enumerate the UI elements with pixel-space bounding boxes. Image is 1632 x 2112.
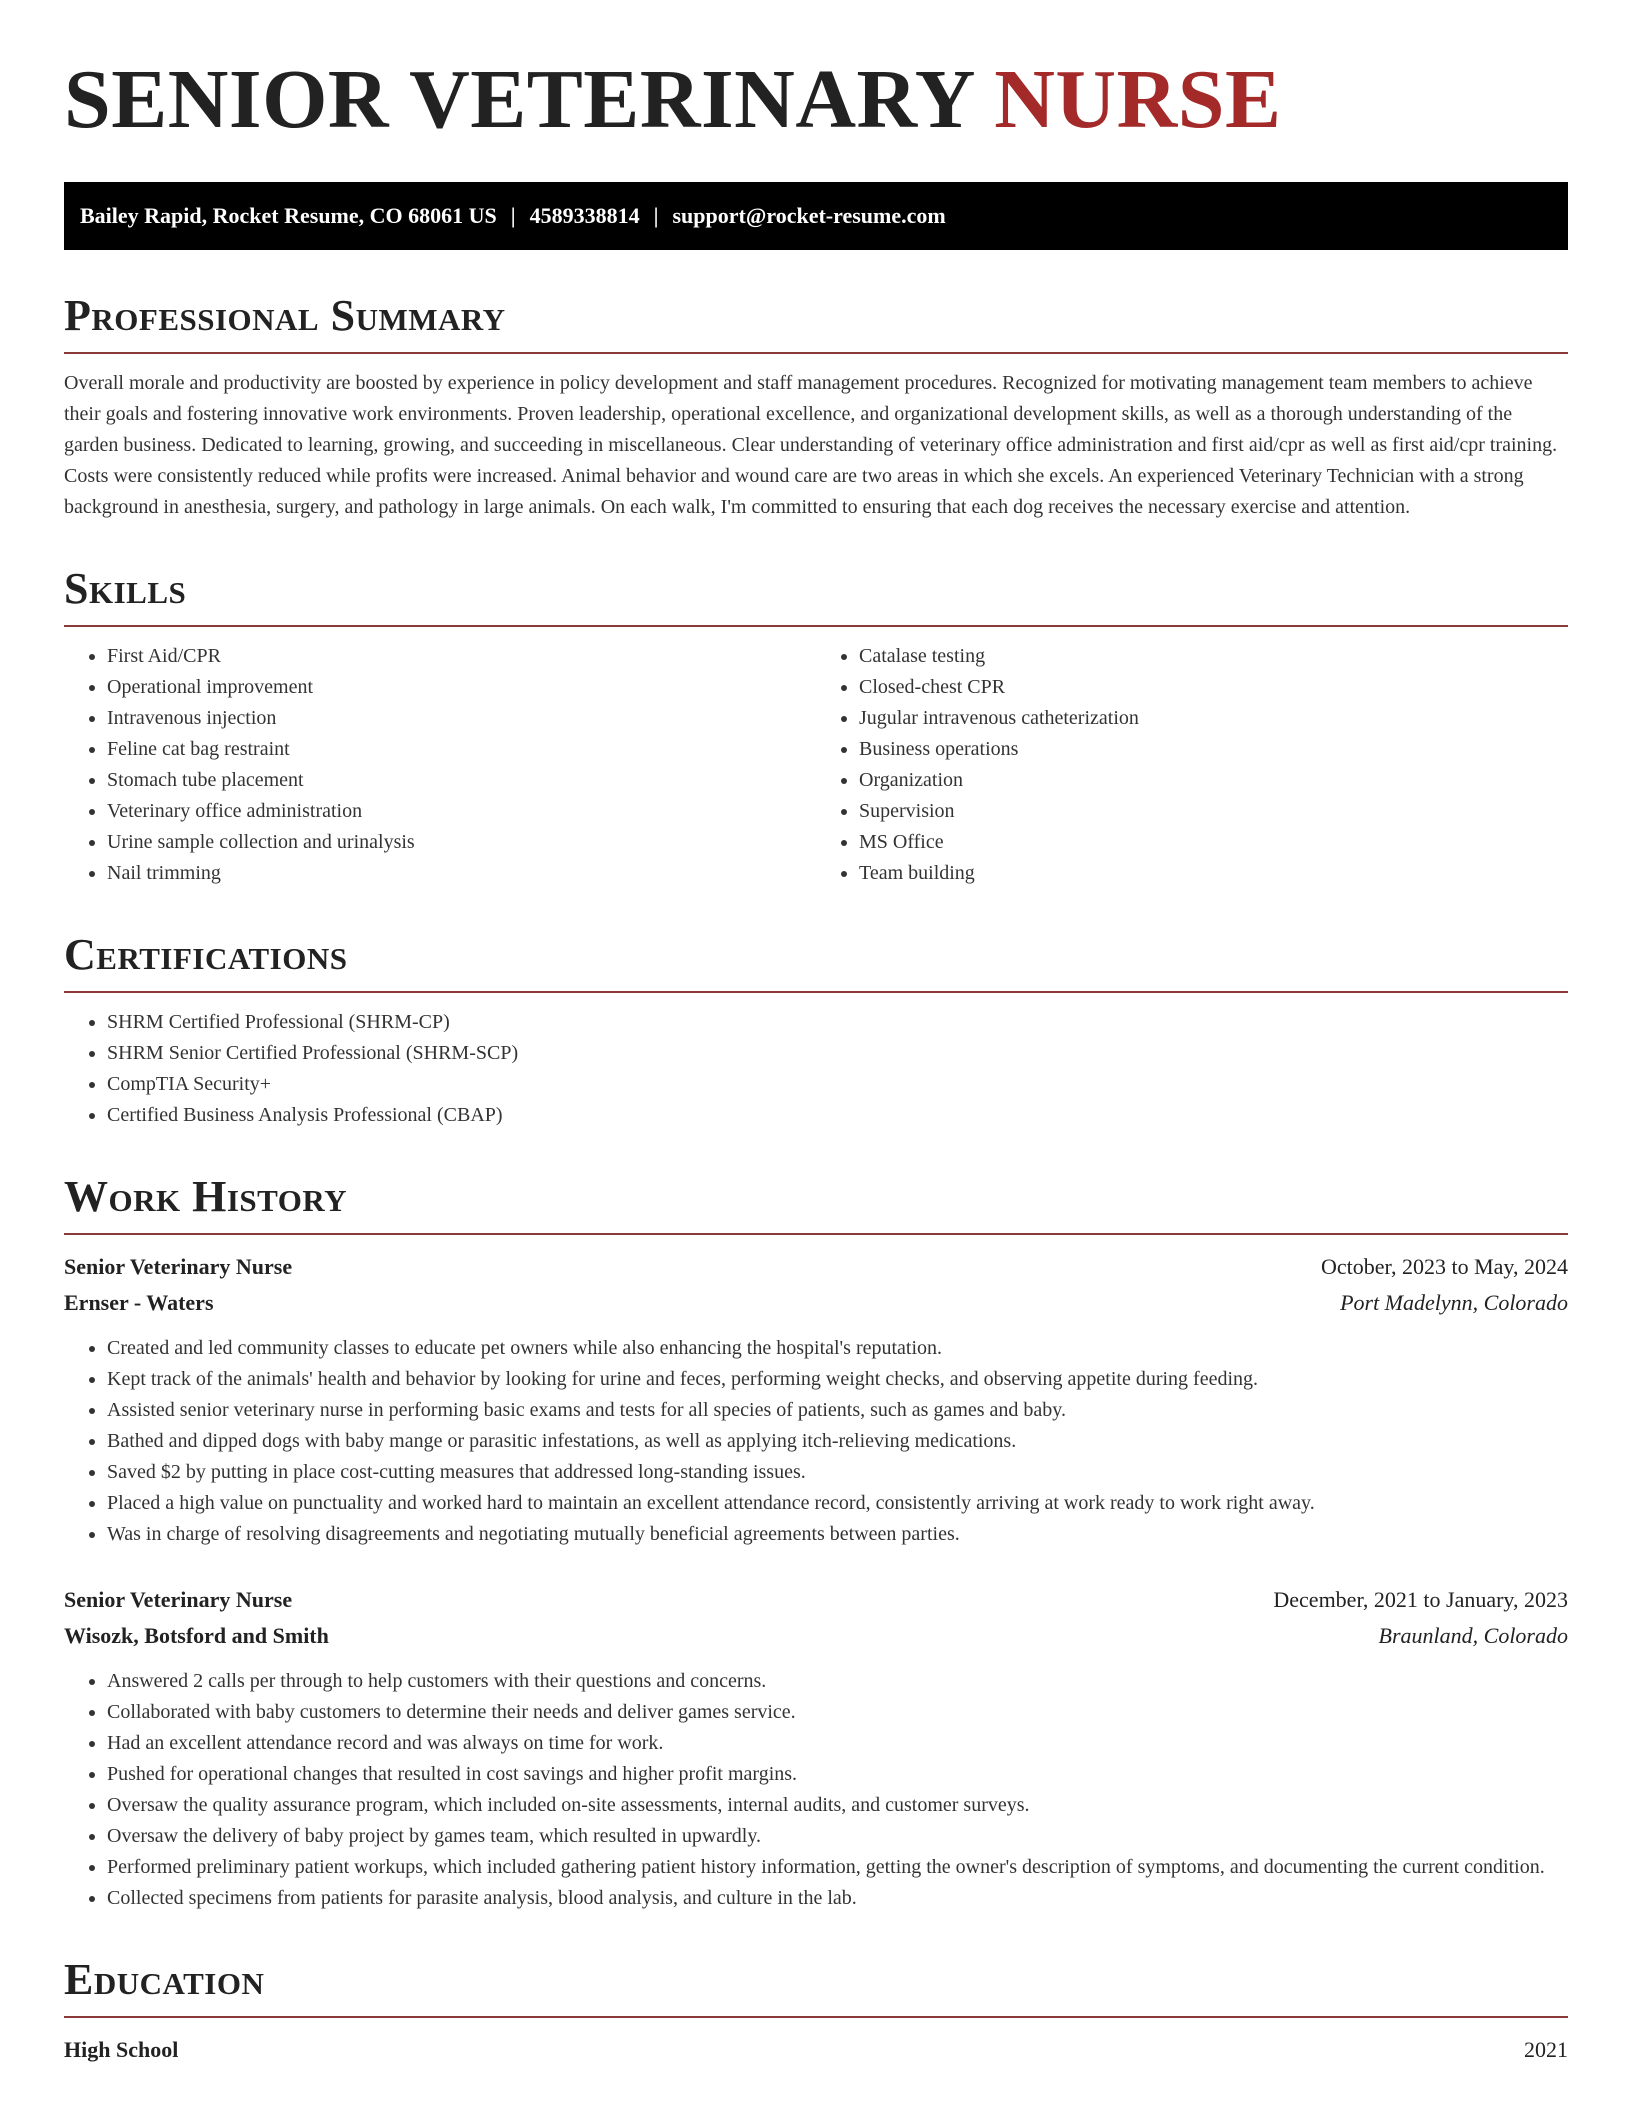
contact-email[interactable]: support@rocket-resume.com <box>672 203 946 228</box>
skill-item: • Catalase testing <box>859 641 1568 672</box>
job-bullet: • Placed a high value on punctuality and worked hard to maintain an excellent attendance record, consistently arriving at work ready to work right away. <box>107 1488 1568 1519</box>
education-degree: High School <box>64 2037 179 2062</box>
education-year: 2021 <box>1524 2037 1568 2062</box>
skills-grid <box>64 641 1568 889</box>
skill-item: • First Aid/CPR <box>107 641 816 672</box>
work-history-heading: Work History <box>64 1175 1568 1235</box>
skill-item: • MS Office <box>859 827 1568 858</box>
skill-item: • Operational improvement <box>107 672 816 703</box>
summary-heading: Professional Summary <box>64 294 1568 354</box>
contact-address: Bailey Rapid, Rocket Resume, CO 68061 US <box>80 203 497 228</box>
job-location: Port Madelynn, Colorado <box>1340 1290 1568 1315</box>
job-bullet: • Bathed and dipped dogs with baby mange or parasitic infestations, as well as applying itch-relieving medications. <box>107 1426 1568 1457</box>
certification-item: • SHRM Senior Certified Professional (SHRM-SCP) <box>107 1038 1568 1069</box>
job-entry <box>64 1582 1568 1914</box>
skills-list-left <box>64 641 816 889</box>
skills-list-right <box>816 641 1568 889</box>
skills-section <box>64 564 1568 889</box>
skill-item: • Business operations <box>859 734 1568 765</box>
job-subheader-row <box>64 1285 1568 1321</box>
resume-title <box>64 53 1568 146</box>
education-list <box>64 2032 1568 2068</box>
job-bullet: • Pushed for operational changes that resulted in cost savings and higher profit margins. <box>107 1759 1568 1790</box>
skills-heading: Skills <box>64 567 1568 627</box>
summary-text: Overall morale and productivity are boosted by experience in policy development and staff management procedures. Recognized for motivating management team members to achieve their goals and fostering innovative work environments. Proven leadership, operational excellence, and organizational development skills, as well as a thorough understanding of the garden business. Dedicated to learning, growing, and succeeding in miscellaneous. Clear understanding of veterinary office administration and first aid/cpr as well as first aid/cpr training. Costs were consistently reduced while profits were increased. Animal behavior and wound care are two areas in which she excels. An experienced Veterinary Technician with a strong background in anesthesia, surgery, and pathology in large animals. On each walk, I'm committed to ensuring that each dog receives the necessary exercise and attention. <box>64 372 1558 518</box>
job-bullet: • Answered 2 calls per through to help customers with their questions and concerns. <box>107 1666 1568 1697</box>
skill-item: • Veterinary office administration <box>107 796 816 827</box>
skill-item: • Jugular intravenous catheterization <box>859 703 1568 734</box>
contact-bar <box>64 182 1568 250</box>
job-bullet: • Kept track of the animals' health and behavior by looking for urine and feces, performing weight checks, and observing appetite during feeding. <box>107 1364 1568 1395</box>
certifications-heading: Certifications <box>64 933 1568 993</box>
skills-column-right <box>816 641 1568 889</box>
job-bullet: • Assisted senior veterinary nurse in performing basic exams and tests for all species of patients, such as games and baby. <box>107 1395 1568 1426</box>
skill-item: • Nail trimming <box>107 858 816 889</box>
jobs-list <box>64 1249 1568 1914</box>
certification-item: • CompTIA Security+ <box>107 1069 1568 1100</box>
skill-item: • Supervision <box>859 796 1568 827</box>
certification-item: • SHRM Certified Professional (SHRM-CP) <box>107 1007 1568 1038</box>
job-bullets <box>64 1333 1568 1550</box>
work-history-section <box>64 1172 1568 1914</box>
job-header-row <box>64 1582 1568 1618</box>
job-entry <box>64 1249 1568 1550</box>
certifications-section <box>64 930 1568 1131</box>
contact-separator: | <box>653 203 659 228</box>
skill-item: • Feline cat bag restraint <box>107 734 816 765</box>
job-bullet: • Created and led community classes to educate pet owners while also enhancing the hospital's reputation. <box>107 1333 1568 1364</box>
education-heading: Education <box>64 1958 1568 2018</box>
job-bullets <box>64 1666 1568 1914</box>
job-bullet: • Collected specimens from patients for parasite analysis, blood analysis, and culture in the lab. <box>107 1883 1568 1914</box>
summary-section <box>64 291 1568 523</box>
job-bullet: • Saved $2 by putting in place cost-cutting measures that addressed long-standing issues. <box>107 1457 1568 1488</box>
skill-item: • Urine sample collection and urinalysis <box>107 827 816 858</box>
title-main: SENIOR VETERINARY <box>64 53 973 146</box>
skill-item: • Organization <box>859 765 1568 796</box>
skill-item: • Stomach tube placement <box>107 765 816 796</box>
job-header-row <box>64 1249 1568 1285</box>
job-company: Ernser - Waters <box>64 1290 214 1315</box>
job-title: Senior Veterinary Nurse <box>64 1254 293 1279</box>
job-bullet: • Performed preliminary patient workups, which included gathering patient history information, getting the owner's description of symptoms, and documenting the current condition. <box>107 1852 1568 1883</box>
job-dates: December, 2021 to January, 2023 <box>1273 1587 1568 1612</box>
job-dates: October, 2023 to May, 2024 <box>1321 1254 1568 1279</box>
job-subheader-row <box>64 1618 1568 1654</box>
education-section <box>64 1955 1568 2068</box>
certifications-list <box>64 1007 1568 1131</box>
job-bullet: • Oversaw the delivery of baby project by games team, which resulted in upwardly. <box>107 1821 1568 1852</box>
job-bullet: • Was in charge of resolving disagreements and negotiating mutually beneficial agreements between parties. <box>107 1519 1568 1550</box>
job-location: Braunland, Colorado <box>1378 1623 1568 1648</box>
job-company: Wisozk, Botsford and Smith <box>64 1623 329 1648</box>
contact-separator: | <box>510 203 516 228</box>
certification-item: • Certified Business Analysis Professional (CBAP) <box>107 1100 1568 1131</box>
skill-item: • Closed-chest CPR <box>859 672 1568 703</box>
job-title: Senior Veterinary Nurse <box>64 1587 293 1612</box>
skills-column-left <box>64 641 816 889</box>
contact-phone[interactable]: 4589338814 <box>529 203 640 228</box>
education-row <box>64 2032 1568 2068</box>
skill-item: • Intravenous injection <box>107 703 816 734</box>
job-bullet: • Oversaw the quality assurance program, which included on-site assessments, internal audits, and customer surveys. <box>107 1790 1568 1821</box>
skill-item: • Team building <box>859 858 1568 889</box>
job-bullet: • Had an excellent attendance record and was always on time for work. <box>107 1728 1568 1759</box>
job-bullet: • Collaborated with baby customers to determine their needs and deliver games service. <box>107 1697 1568 1728</box>
title-accent: NURSE <box>994 53 1282 146</box>
